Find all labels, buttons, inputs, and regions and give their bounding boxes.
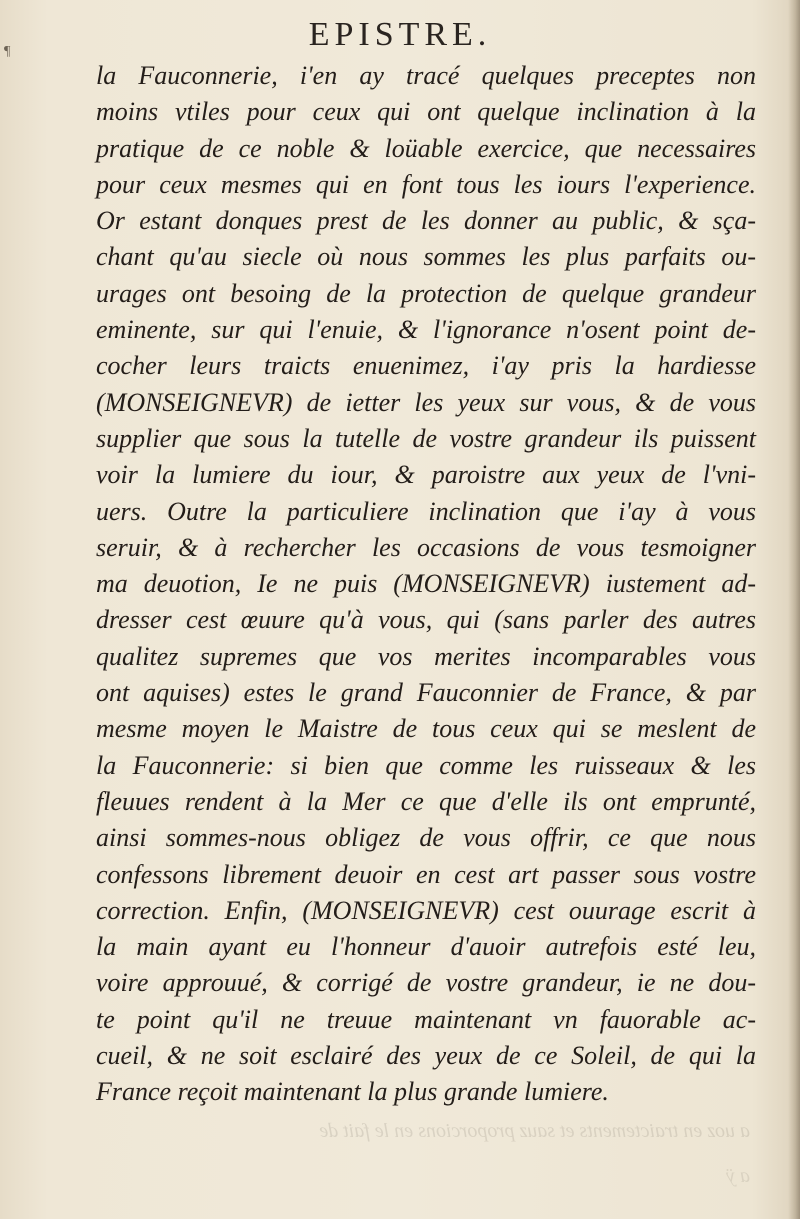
text-line: cocher leurs traicts enuenimez, i'ay pris la hardiesse <box>96 351 756 381</box>
show-through-text: a ÿ <box>726 1165 750 1187</box>
text-line: cueil, & ne soit esclairé des yeux de ce Soleil, de qui la <box>96 1041 756 1071</box>
margin-mark: ¶ <box>4 44 11 59</box>
text-line: correction. Enfin, (MONSEIGNEVR) cest ouurage escrit à <box>96 895 756 925</box>
text-line: confessons librement deuoir en cest art passer sous vostre <box>96 859 756 889</box>
text-line: pour ceux mesmes qui en font tous les iours l'experience. <box>96 169 756 199</box>
text-line: ont aquises) estes le grand Fauconnier de France, & par <box>96 678 756 708</box>
text-line: dresser cest œuure qu'à vous, qui (sans parler des autres <box>96 605 756 635</box>
text-line: la Fauconnerie, i'en ay tracé quelques preceptes non <box>96 61 756 90</box>
show-through-text: a uoz en traictements et sauz proporcions en le fait de <box>319 1120 750 1142</box>
text-line: voir la lumiere du iour, & paroistre aux yeux de l'vni- <box>96 460 756 490</box>
text-line: la main ayant eu l'honneur d'auoir autrefois esté leu, <box>96 932 756 962</box>
text-line: ma deuotion, Ie ne puis (MONSEIGNEVR) iustement ad- <box>96 569 756 599</box>
text-line: pratique de ce noble & loüable exercice, que necessaires <box>96 133 756 163</box>
text-line: eminente, sur qui l'enuie, & l'ignorance n'osent point de- <box>96 315 756 345</box>
text-line: Or estant donques prest de les donner au public, & sça- <box>96 206 756 236</box>
text-line: moins vtiles pour ceux qui ont quelque inclination à la <box>96 97 756 127</box>
text-line: ainsi sommes-nous obligez de vous offrir, ce que nous <box>96 823 756 853</box>
text-line: voire approuué, & corrigé de vostre grandeur, ie ne dou- <box>96 968 756 998</box>
text-line: urages ont besoing de la protection de quelque grandeur <box>96 278 756 308</box>
page-edge-shadow <box>788 0 800 1219</box>
text-line: chant qu'au siecle où nous sommes les plus parfaits ou- <box>96 242 756 272</box>
text-line: supplier que sous la tutelle de vostre grandeur ils puissent <box>96 423 756 453</box>
text-line: fleuues rendent à la Mer ce que d'elle ils ont emprunté, <box>96 786 756 816</box>
text-line: te point qu'il ne treuue maintenant vn fauorable ac- <box>96 1004 756 1034</box>
text-line: qualitez supremes que vos merites incomparables vous <box>96 641 756 671</box>
text-line-last: France reçoit maintenant la plus grande lumiere. <box>96 1077 609 1107</box>
running-head: EPISTRE. <box>308 16 492 53</box>
text-line: seruir, & à rechercher les occasions de vous tesmoigner <box>96 532 756 562</box>
text-line: mesme moyen le Maistre de tous ceux qui se meslent de <box>96 714 756 744</box>
body-text <box>96 58 756 1111</box>
text-line: uers. Outre la particuliere inclination que i'ay à vous <box>96 496 756 526</box>
text-line: la Fauconnerie: si bien que comme les ruisseaux & les <box>96 750 756 780</box>
text-line: (MONSEIGNEVR) de ietter les yeux sur vous, & de vous <box>96 387 756 417</box>
